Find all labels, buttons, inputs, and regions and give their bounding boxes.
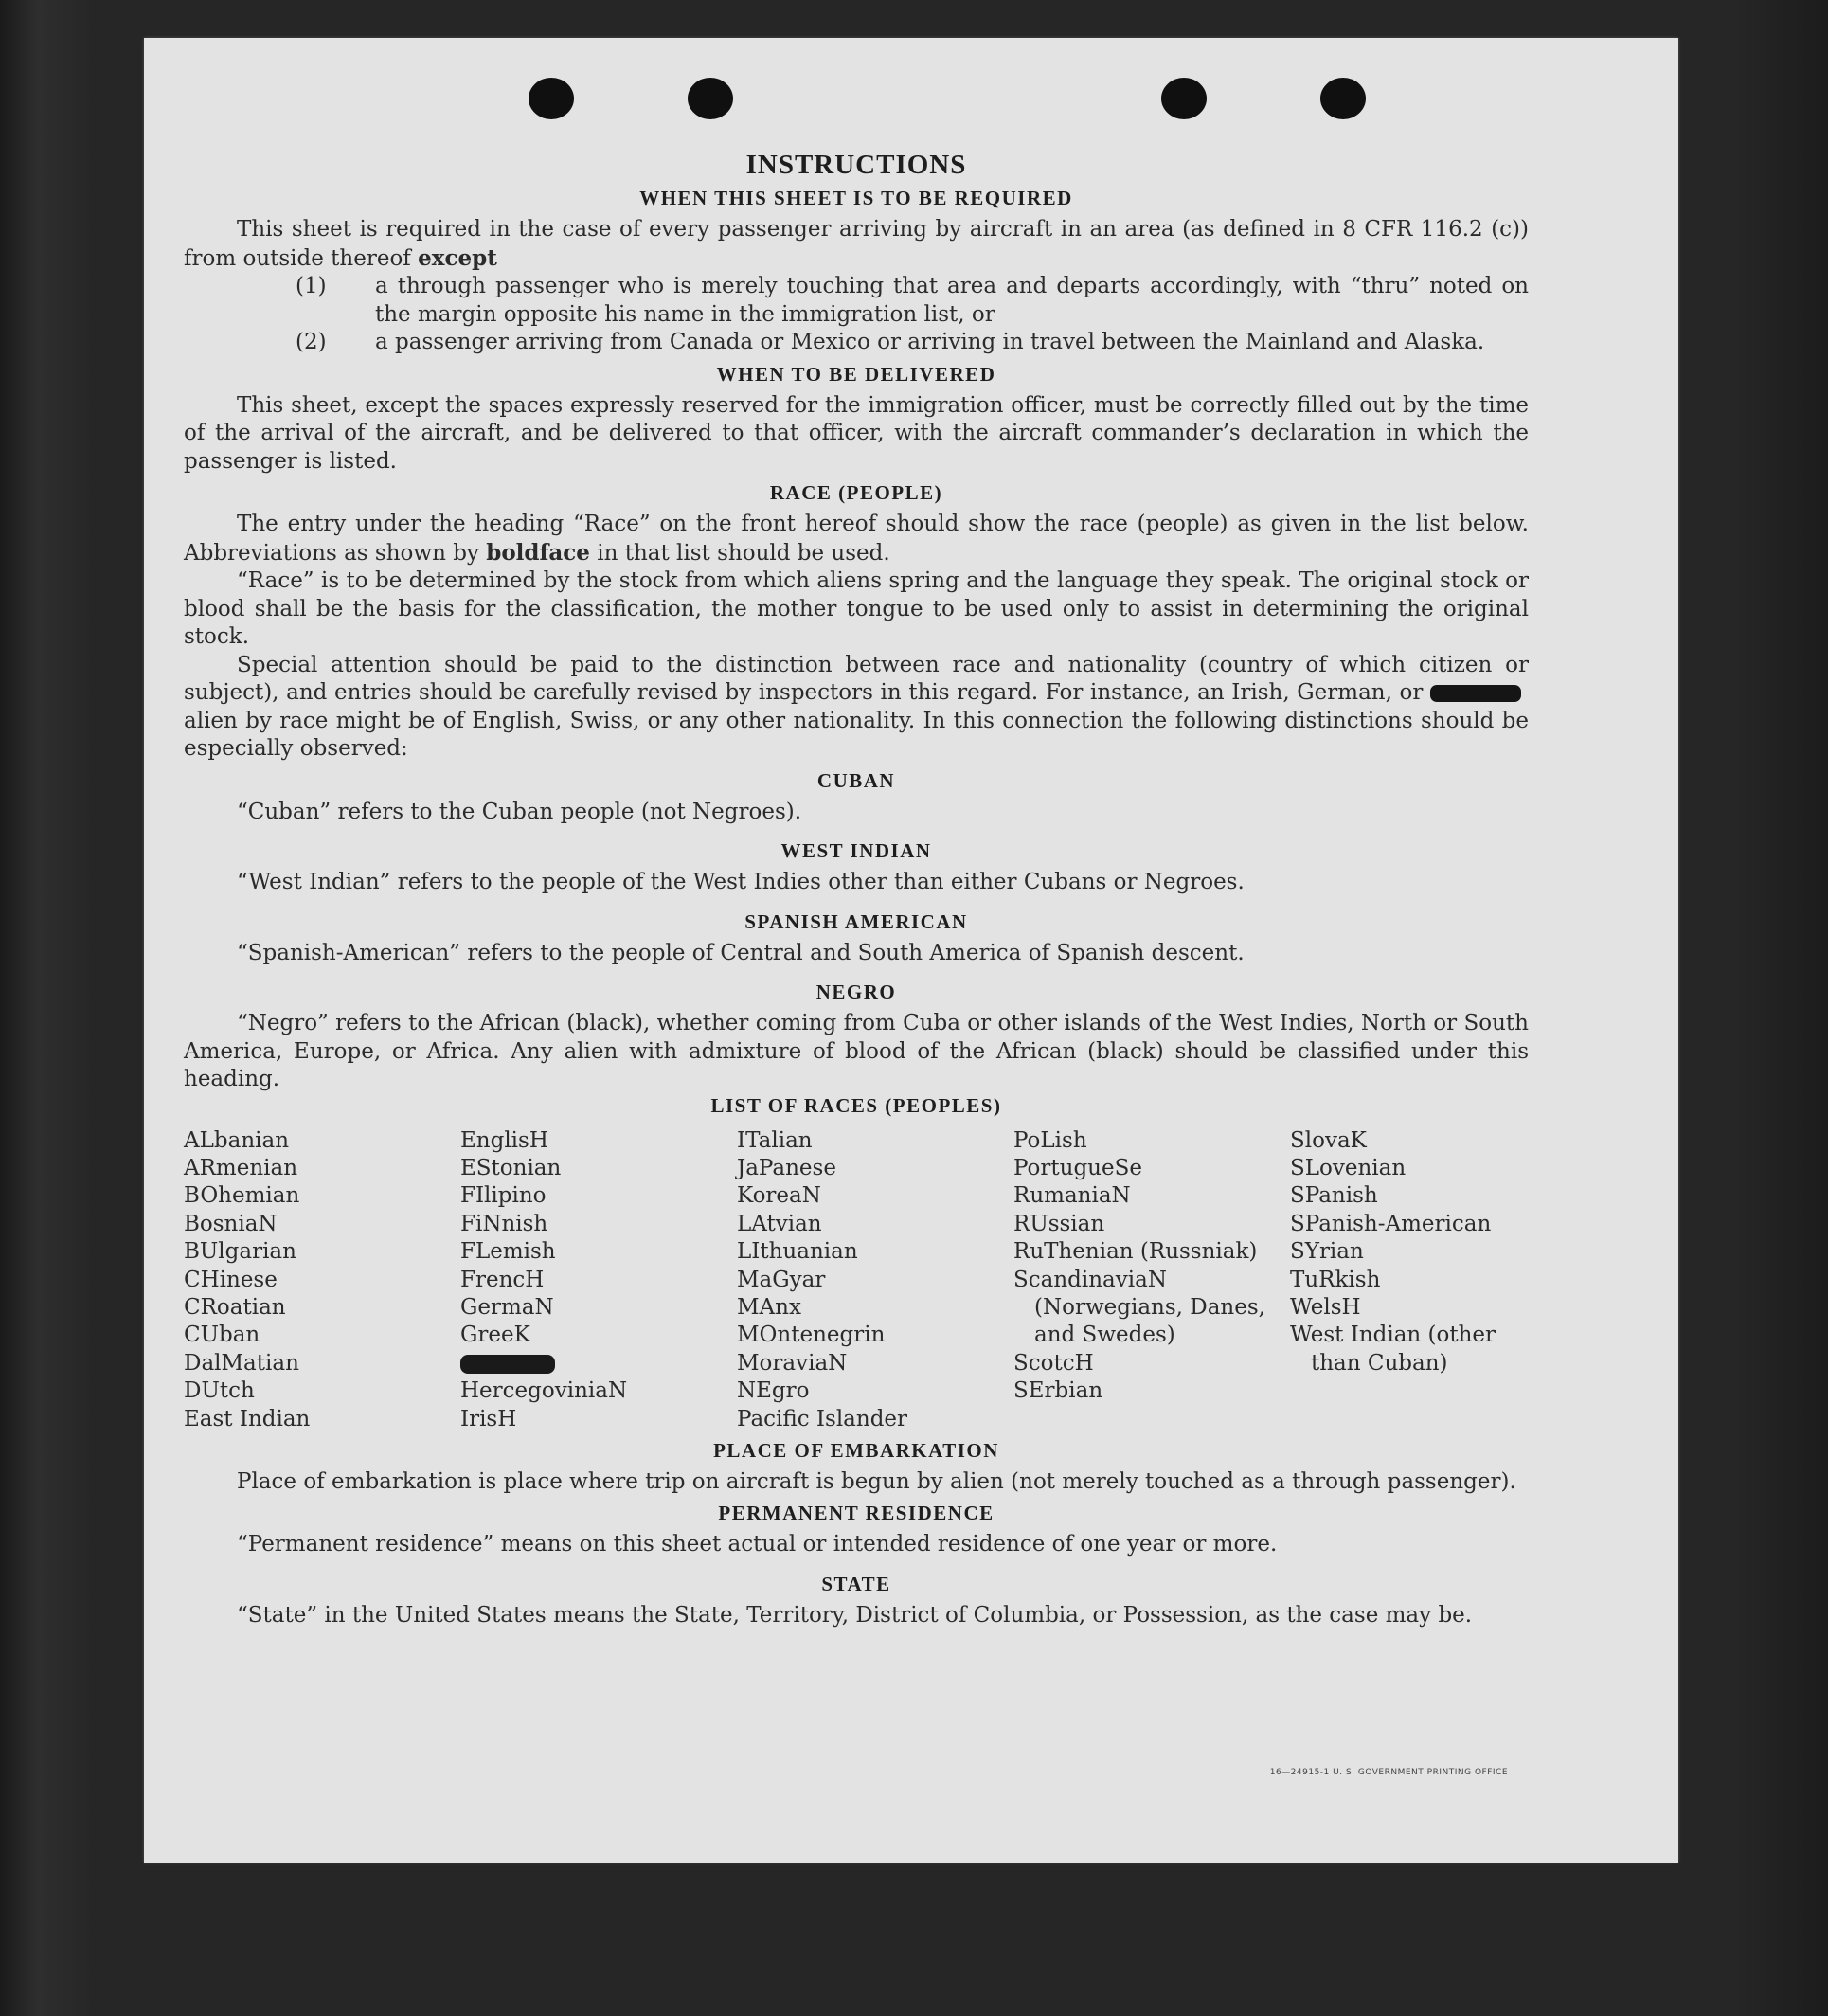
race-entry: CHinese (184, 1267, 278, 1292)
section-heading-residence: PERMANENT RESIDENCE (718, 1502, 995, 1525)
section-heading-list: LIST OF RACES (PEOPLES) (710, 1093, 1002, 1117)
race-entry: GermaN (460, 1294, 554, 1320)
required-item-1: (1) a through passenger who is merely touching that area and departs accordingly, with “thru” noted on the margin opposite his name in the immigration list, or (296, 274, 1529, 327)
punch-hole (1161, 78, 1207, 119)
redacted-entry (460, 1350, 737, 1377)
redaction-mark (1430, 685, 1521, 702)
section-heading-west-indian: WEST INDIAN (780, 839, 932, 862)
race-entry: ALbanian (184, 1127, 290, 1153)
race-entry: LAtvian (737, 1211, 822, 1236)
print-code-footer: 16—24915-1 U. S. GOVERNMENT PRINTING OFFICE (1269, 1768, 1508, 1777)
embarkation-text: Place of embarkation is place where trip on aircraft is begun by alien (not merely touched as a through passenger). (237, 1468, 1516, 1494)
required-item-2: (2) a passenger arriving from Canada or Mexico or arriving in travel between the Mainland and Alaska. (296, 330, 1485, 354)
race-entry: East Indian (184, 1406, 311, 1431)
race-entry: FiNnish (460, 1211, 548, 1236)
race-column-5 (1290, 1127, 1529, 1433)
race-list (184, 1127, 1529, 1433)
race-column-1 (184, 1127, 460, 1433)
race-entry: NEgro (737, 1378, 810, 1404)
race-entry: KoreaN (737, 1183, 821, 1209)
race-entry: CRoatian (184, 1294, 286, 1320)
race-entry: RuThenian (Russniak) (1013, 1239, 1258, 1265)
residence-text: “Permanent residence” means on this sheet actual or intended residence of one year or more. (237, 1532, 1278, 1557)
race-column-3 (737, 1127, 1013, 1433)
race-entry: MOntenegrin (737, 1323, 886, 1348)
section-heading-required: WHEN THIS SHEET IS TO BE REQUIRED (639, 187, 1073, 209)
race-entry: BOhemian (184, 1183, 300, 1209)
race-entry: PoLish (1013, 1127, 1087, 1153)
state-text: “State” in the United States means the State, Territory, District of Columbia, or Possession, as the case may be. (237, 1602, 1473, 1628)
punch-hole (529, 78, 574, 119)
race-entry: EnglisH (460, 1127, 548, 1153)
race-entry: DalMatian (184, 1350, 299, 1376)
race-entry: SErbian (1013, 1378, 1103, 1404)
race-entry: EStonian (460, 1155, 562, 1180)
document-body (184, 150, 1529, 1635)
punch-hole (688, 78, 733, 119)
race-entry: PortugueSe (1013, 1155, 1142, 1180)
race-entry: WelsH (1290, 1294, 1361, 1320)
race-entry: HercegoviniaN (460, 1378, 628, 1404)
race-entry: GreeK (460, 1323, 530, 1348)
race-entry: BosniaN (184, 1211, 278, 1236)
race-entry: LIthuanian (737, 1239, 858, 1265)
section-heading-spanish-american: SPANISH AMERICAN (744, 909, 968, 933)
race-entry: Pacific Islander (737, 1406, 908, 1431)
race-entry: TuRkish (1290, 1267, 1381, 1292)
spanish-american-text: “Spanish-American” refers to the people of Central and South America of Spanish descent. (237, 940, 1245, 965)
section-heading-state: STATE (821, 1572, 891, 1595)
race-entry: SLovenian (1290, 1155, 1407, 1180)
race-entry: ScotcH (1013, 1350, 1094, 1376)
race-paragraph-1: The entry under the heading “Race” on the front hereof should show the race (people) as given in the list below. Abbreviations as shown by boldface in that list should be used. (184, 512, 1529, 566)
race-entry: MAnx (737, 1294, 801, 1320)
race-entry: IrisH (460, 1406, 517, 1431)
section-heading-delivered: WHEN TO BE DELIVERED (716, 362, 996, 386)
required-intro: This sheet is required in the case of every passenger arriving by aircraft in an area (as defined in 8 CFR 116.2 (c)) from outside thereof except (184, 217, 1529, 271)
section-heading-race: RACE (PEOPLE) (769, 481, 943, 504)
race-entry: RumaniaN (1013, 1183, 1131, 1209)
delivered-text: This sheet, except the spaces expressly reserved for the immigration officer, must be correctly filled out by the time of the arrival of the aircraft, and be delivered to that officer, with the aircraft commander’s declaration in which the passenger is listed. (184, 392, 1529, 474)
section-heading-embarkation: PLACE OF EMBARKATION (713, 1438, 999, 1462)
race-entry: ScandinaviaN (Norwegians, Danes, and Swedes) (1013, 1267, 1265, 1348)
cuban-text: “Cuban” refers to the Cuban people (not Negroes). (237, 799, 802, 824)
race-entry: DUtch (184, 1378, 255, 1404)
west-indian-text: “West Indian” refers to the people of the West Indies other than either Cubans or Negroes. (237, 870, 1245, 894)
section-heading-negro: NEGRO (815, 981, 897, 1003)
race-entry: SlovaK (1290, 1127, 1367, 1153)
race-entry: RUssian (1013, 1211, 1105, 1236)
race-entry: FrencH (460, 1267, 545, 1292)
race-entry: West Indian (other than Cuban) (1290, 1323, 1496, 1376)
race-entry: FLemish (460, 1239, 556, 1265)
race-entry: SYrian (1290, 1239, 1364, 1265)
section-heading-cuban: CUBAN (816, 768, 896, 792)
race-entry: SPanish-American (1290, 1211, 1492, 1236)
punch-hole (1320, 78, 1366, 119)
race-column-2 (460, 1127, 737, 1433)
race-entry: ARmenian (184, 1155, 298, 1180)
race-paragraph-3: Special attention should be paid to the distinction between race and nationality (country of which citizen or subject), and entries should be carefully revised by inspectors in this regard. For instance, an Irish, German, or alien by race might be of English, Swiss, or any other nationality. In this connection the following distinctions should be especially observed: (184, 652, 1529, 761)
document-page (144, 38, 1678, 1863)
race-entry: FIlipino (460, 1183, 547, 1209)
race-entry: JaPanese (737, 1155, 836, 1180)
race-entry: CUban (184, 1323, 260, 1348)
race-entry: BUlgarian (184, 1239, 296, 1265)
negro-text: “Negro” refers to the African (black), whether coming from Cuba or other islands of the West Indies, North or South America, Europe, or Africa. Any alien with admixture of blood of the African (black) should be classified under this heading. (184, 1011, 1529, 1091)
race-paragraph-2: “Race” is to be determined by the stock from which aliens spring and the language they speak. The original stock or blood shall be the basis for the classification, the mother tongue to be used only to assist in determining the original stock. (184, 568, 1529, 649)
page-title: INSTRUCTIONS (745, 150, 967, 180)
race-column-4 (1013, 1127, 1290, 1433)
race-entry: MoraviaN (737, 1350, 848, 1376)
race-entry: ITalian (737, 1127, 813, 1153)
race-entry: MaGyar (737, 1267, 826, 1292)
race-entry: SPanish (1290, 1183, 1378, 1209)
